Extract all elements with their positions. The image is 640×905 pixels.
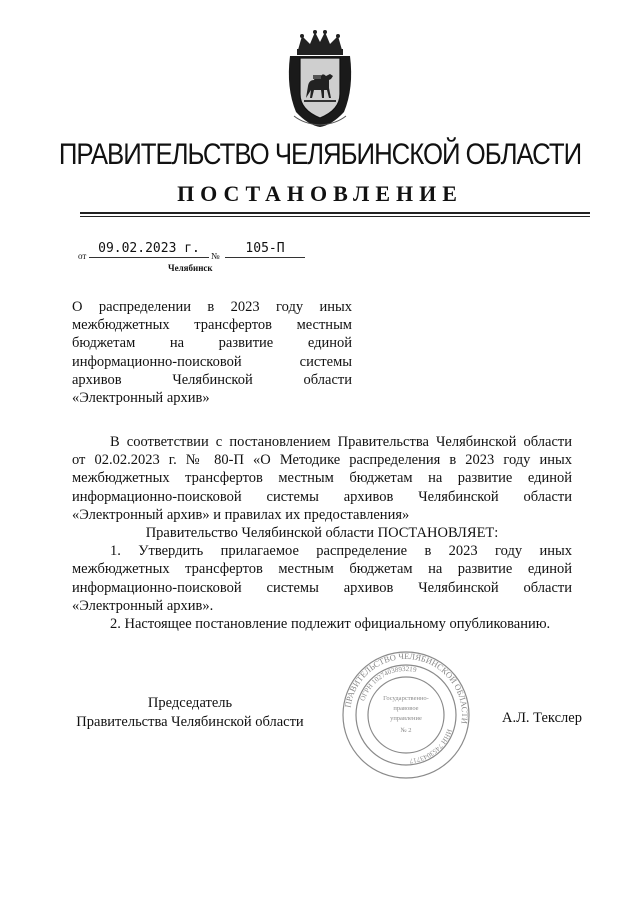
stamp-inn-text: ИНН 7453043717 (408, 727, 454, 765)
paragraph-line: В соответствии с постановлением Правительства Челябинской области (110, 434, 572, 450)
date-label: от (78, 251, 87, 261)
document-type-title: ПОСТАНОВЛЕНИЕ (177, 181, 463, 206)
subject-line: архивов Челябинской области (72, 371, 352, 388)
subject-line: информационно-поисковой системы (72, 353, 352, 370)
government-title: ПРАВИТЕЛЬСТВО ЧЕЛЯБИНСКОЙ ОБЛАСТИ (58, 138, 582, 171)
signatory-title-line: Председатель (147, 695, 233, 711)
coat-of-arms-icon (284, 28, 356, 128)
stamp-inner-line: правовое (393, 705, 419, 712)
paragraph-line: 1. Утвердить прилагаемое распределение в 2023 году иных (110, 543, 572, 560)
paragraph-line: «Электронный архив» и правилах их предоставления» (72, 506, 410, 523)
stamp-ogrn-text: ОГРН 1027403893219 (358, 664, 418, 703)
stamp-outer-text: ПРАВИТЕЛЬСТВО ЧЕЛЯБИНСКОЙ ОБЛАСТИ (342, 650, 471, 725)
paragraph-line: информационно-поисковой системы архивов Челябинской области (72, 488, 572, 505)
document-number: 105-П (225, 241, 305, 258)
document-date: 09.02.2023 г. (89, 241, 209, 258)
subject-line: межбюджетных трансфертов местным (72, 317, 352, 334)
stamp-inner-line: № 2 (400, 727, 412, 734)
paragraph-line: от 02.02.2023 г. № 80-П «О Методике распределения в 2023 году иных (72, 452, 572, 469)
document-subject (72, 298, 352, 407)
stamp-inner-line: управление (390, 715, 422, 722)
city-label: Челябинск (168, 263, 213, 273)
header-rule-thin (80, 216, 590, 217)
paragraph-line: межбюджетных трансфертов местным бюджетам на развитие единой (72, 561, 572, 578)
paragraph-line: «Электронный архив». (72, 597, 214, 614)
subject-line: «Электронный архив» (72, 390, 210, 407)
document-body (72, 433, 572, 633)
header-rule-thick (80, 212, 590, 214)
official-stamp (341, 650, 471, 780)
signatory-name: А.Л. Текслер (502, 710, 582, 726)
subject-line: бюджетам на развитие единой (72, 335, 352, 352)
stamp-inner-line: Государственно- (383, 695, 429, 702)
signatory-title-line: Правительства Челябинской области (76, 714, 304, 730)
paragraph-line: информационно-поисковой системы архивов Челябинской области (72, 579, 572, 596)
paragraph-line: межбюджетных трансфертов местным бюджетам на развитие единой (72, 470, 572, 487)
signatory-title (72, 694, 308, 732)
subject-line: О распределении в 2023 году иных (72, 299, 352, 315)
resolution-line: Правительство Челябинской области ПОСТАНОВЛЯЕТ: (145, 525, 499, 542)
paragraph-line: 2. Настоящее постановление подлежит официальному опубликованию. (110, 616, 551, 633)
number-label: № (211, 251, 220, 261)
